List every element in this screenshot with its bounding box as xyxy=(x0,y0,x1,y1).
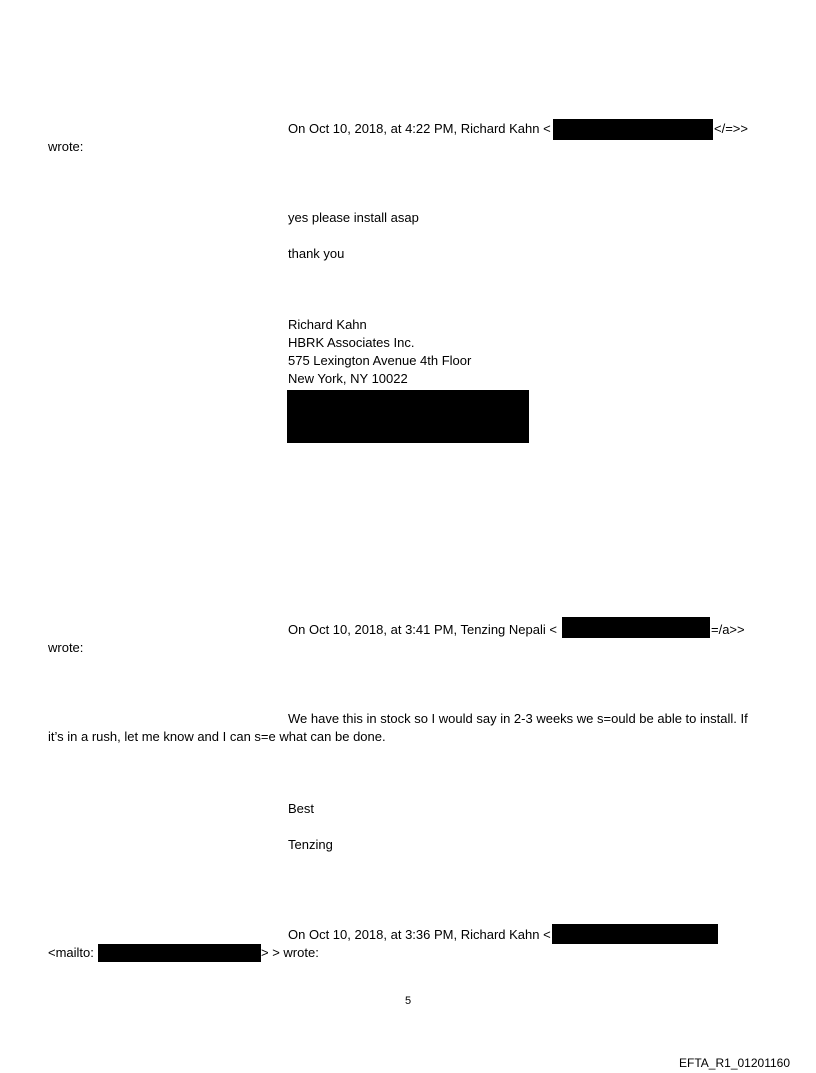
redaction-bar xyxy=(562,617,710,638)
email-1-body-line-2: thank you xyxy=(288,246,345,261)
email-header-2-wrote: wrote: xyxy=(48,640,84,655)
email-2-signoff: Tenzing xyxy=(288,837,333,852)
email-header-2-suffix: =/a>> xyxy=(711,622,745,637)
email-header-3-mailto-suffix: > > wrote: xyxy=(261,945,319,960)
email-header-3-mailto-prefix: <mailto: xyxy=(48,945,94,960)
signature-address: 575 Lexington Avenue 4th Floor xyxy=(288,353,472,368)
signature-company: HBRK Associates Inc. xyxy=(288,335,415,350)
email-header-3 xyxy=(288,926,551,944)
email-2-body-line-2: it’s in a rush, let me know and I can s=e what can be done. xyxy=(48,729,386,744)
email-header-1 xyxy=(288,120,551,138)
redaction-block xyxy=(287,390,529,443)
signature-city: New York, NY 10022 xyxy=(288,371,408,386)
email-1-body-line-1: yes please install asap xyxy=(288,210,419,225)
email-2-closing: Best xyxy=(288,801,315,816)
email-header-1-suffix: </=>> xyxy=(714,121,748,136)
redaction-bar xyxy=(552,924,718,944)
email-2-body-line-1: We have this in stock so I would say in 2-3 weeks we s=ould be able to install. If xyxy=(288,711,748,726)
email-header-1-prefix: On Oct 10, 2018, at 4:22 PM, Richard Kahn < xyxy=(288,121,551,136)
email-header-3-prefix: On Oct 10, 2018, at 3:36 PM, Richard Kahn < xyxy=(288,927,551,942)
redaction-bar xyxy=(98,944,261,962)
signature-name: Richard Kahn xyxy=(288,317,367,332)
email-header-2-prefix: On Oct 10, 2018, at 3:41 PM, Tenzing Nepali < xyxy=(288,622,557,637)
document-id: EFTA_R1_01201160 xyxy=(679,1056,790,1070)
email-header-2 xyxy=(288,621,557,639)
email-header-1-wrote: wrote: xyxy=(48,139,84,154)
redaction-bar xyxy=(553,119,713,140)
page-number: 5 xyxy=(404,995,412,1007)
